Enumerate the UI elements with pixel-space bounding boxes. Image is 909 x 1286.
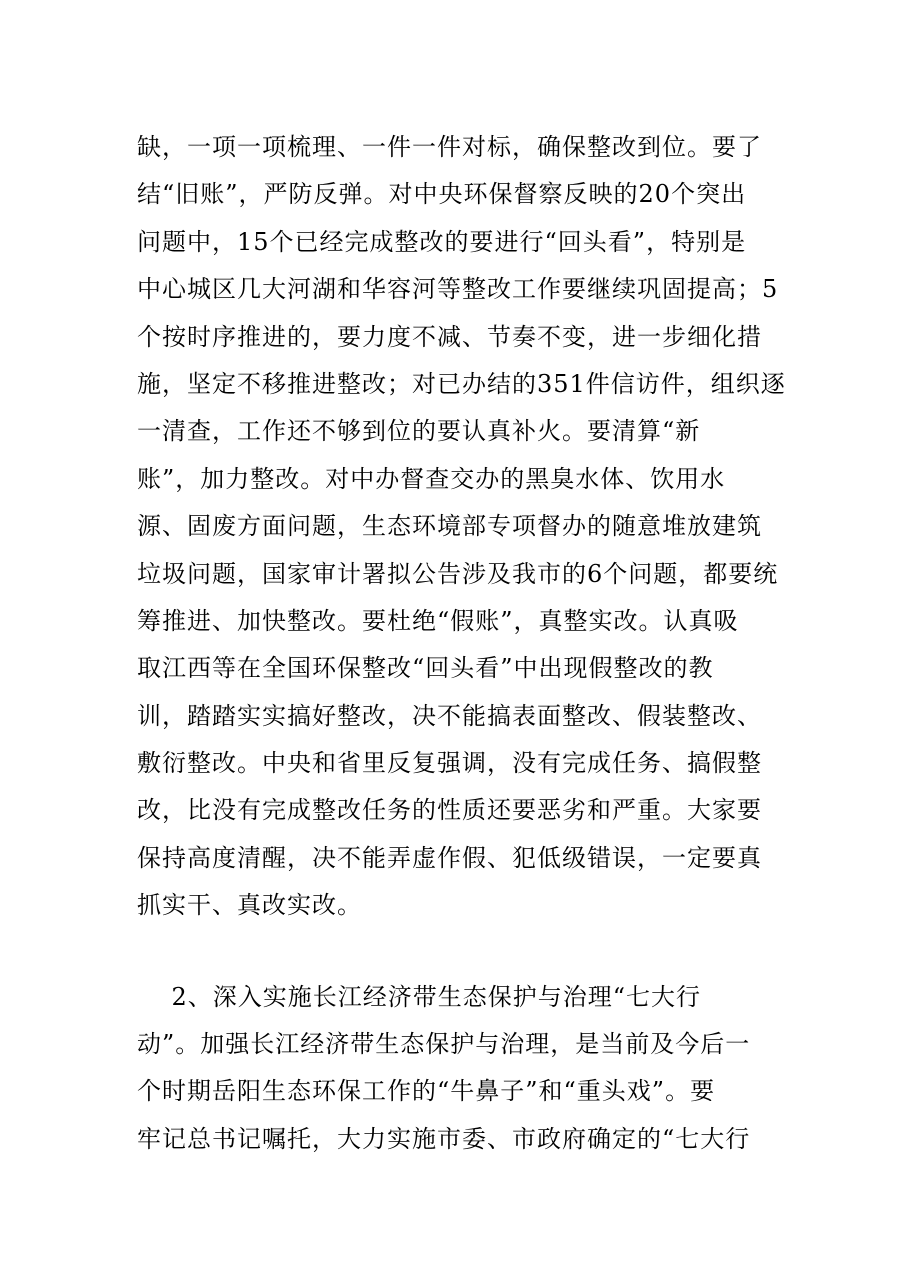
text-line: 个时期岳阳生态环保工作的“牛鼻子”和“重头戏”。要	[137, 1077, 716, 1106]
text-line: 敷衍整改。中央和省里反复强调，没有完成任务、搞假整	[137, 749, 762, 778]
text-line: 一清查，工作还不够到位的要认真补火。要清算“新	[137, 417, 701, 446]
text-line: 牢记总书记嘱托，大力实施市委、市政府确定的“七大行	[137, 1124, 751, 1153]
text-line: 动”。加强长江经济带生态保护与治理，是当前及今后一	[137, 1030, 751, 1059]
text-line: 改，比没有完成整改任务的性质还要恶劣和严重。大家要	[137, 796, 762, 825]
text-line: 问题中，15个已经完成整改的要进行“回头看”，特别是	[137, 227, 747, 256]
text-line: 账”，加力整改。对中办督查交办的黑臭水体、饮用水	[137, 464, 726, 493]
text-line: 个按时序推进的，要力度不减、节奏不变，进一步细化措	[137, 322, 762, 351]
text-line: 取江西等在全国环保整改“回头看”中出现假整改的教	[137, 654, 714, 683]
document-body	[137, 124, 786, 1163]
text-line: 垃圾问题，国家审计署拟公告涉及我市的6个问题，都要统	[137, 559, 779, 588]
text-line: 筹推进、加快整改。要杜绝“假账”，真整实改。认真吸	[137, 606, 739, 635]
text-line: 2、深入实施长江经济带生态保护与治理“七大行	[137, 982, 702, 1011]
text-line: 保持高度清醒，决不能弄虚作假、犯低级错误，一定要真	[137, 843, 762, 872]
text-line: 施，坚定不移推进整改；对已办结的351件信访件，组织逐	[137, 369, 786, 398]
paragraph-spacing	[137, 930, 777, 974]
text-line: 抓实干、真改实改。	[137, 891, 362, 920]
text-line: 训，踏踏实实搞好整改，决不能搞表面整改、假装整改、	[137, 701, 762, 730]
paragraph-1	[137, 124, 786, 930]
paragraph-2	[137, 974, 777, 1164]
text-line: 中心城区几大河湖和华容河等整改工作要继续巩固提高；5	[137, 275, 779, 304]
text-line: 结“旧账”，严防反弹。对中央环保督察反映的20个突出	[137, 180, 747, 209]
text-line: 源、固废方面问题，生态环境部专项督办的随意堆放建筑	[137, 512, 762, 541]
text-line: 缺，一项一项梳理、一件一件对标，确保整改到位。要了	[137, 133, 762, 161]
